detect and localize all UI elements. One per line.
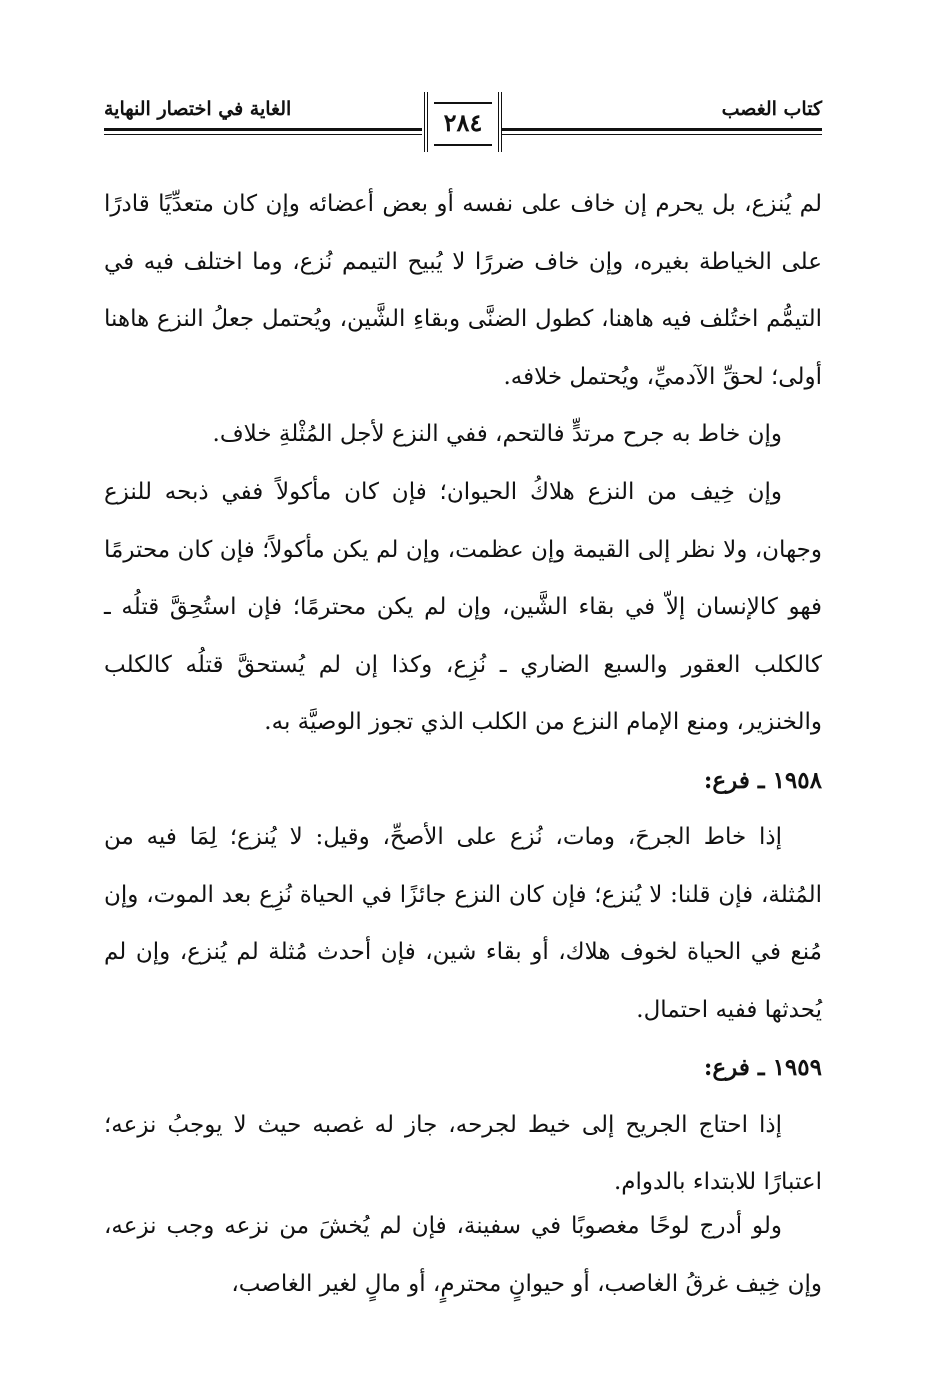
paragraph-1: لم يُنزع، بل يحرم إن خاف على نفسه أو بعض أعضائه وإن كان متعدِّيًا قادرًا على الخياطة بغيره، وإن خاف ضررًا لا يُبيح التيمم نُزع، وما اختلف فيه في التيمُّم اختُلف فيه هاهنا، كطول الضنَّى وبقاءِ الشَّين، ويُحتمل جعلُ النزع هاهنا أولى؛ لحقِّ الآدميِّ، ويُحتمل خلافه. — [104, 191, 822, 390]
header-rule-right — [502, 128, 822, 131]
running-head — [104, 92, 822, 154]
text-block-3 — [104, 1198, 822, 1313]
chapter-title: كتاب الغصب — [721, 98, 822, 120]
paragraph-4: إذا خاط الجرحَ، ومات، نُزع على الأصحِّ، وقيل: لا يُنزع؛ لِمَا فيه من المُثلة، فإن قلنا: لا يُنزع؛ فإن كان النزع جائزًا في الحياة نُزِع بعد الموت، وإن مُنع في الحياة لخوف هلاك، أو بقاء شين، فإن أحدث مُثلة لم يُنزع، وإن لم يُحدثها ففيه احتمال. — [104, 824, 822, 1023]
paragraph-2: وإن خاط به جرح مرتدٍّ فالتحم، ففي النزع لأجل المُثْلةِ خلاف. — [212, 421, 782, 447]
header-rule-left — [104, 128, 422, 131]
section-heading-1959: ١٩٥٩ ـ فرع: — [703, 1054, 822, 1081]
page-number-frame — [424, 92, 502, 152]
page-number: ٢٨٤ — [443, 108, 483, 137]
text-block-1 — [104, 176, 822, 464]
section-heading-1958: ١٩٥٨ ـ فرع: — [703, 766, 822, 794]
paragraph-3: وإن خِيف من النزع هلاكُ الحيوان؛ فإن كان مأكولاً ففي ذبحه للنزع وجهان، ولا نظر إلى القيمة وإن عظمت، وإن لم يكن مأكولاً؛ فإن كان محترمًا فهو كالإنسان إلاّ في بقاء الشَّين، وإن لم يكن محترمًا؛ فإن استُحِقَّ قتلُه ـ كالكلب العقور والسبع الضاري ـ نُزِع، وكذا إن لم يُستحقَّ قتلُه كالكلب والخنزير، ومنع الإمام النزع من الكلب الذي تجوز الوصيَّة به. — [104, 479, 822, 735]
text-block-2 — [104, 464, 822, 1212]
paragraph-5: إذا احتاج الجريح إلى خيط لجرحه، جاز له غصبه حيث لا يوجبُ نزعه؛ اعتبارًا للابتداء بالدوام. — [104, 1111, 822, 1195]
paragraph-6: ولو أدرج لوحًا مغصوبًا في سفينة، فإن لم يُخشَ من نزعه وجب نزعه، وإن خِيف غرقُ الغاصب، أو حيوانٍ محترمٍ، أو مالٍ لغير الغاصب، — [104, 1213, 822, 1297]
book-title: الغاية في اختصار النهاية — [104, 98, 292, 120]
